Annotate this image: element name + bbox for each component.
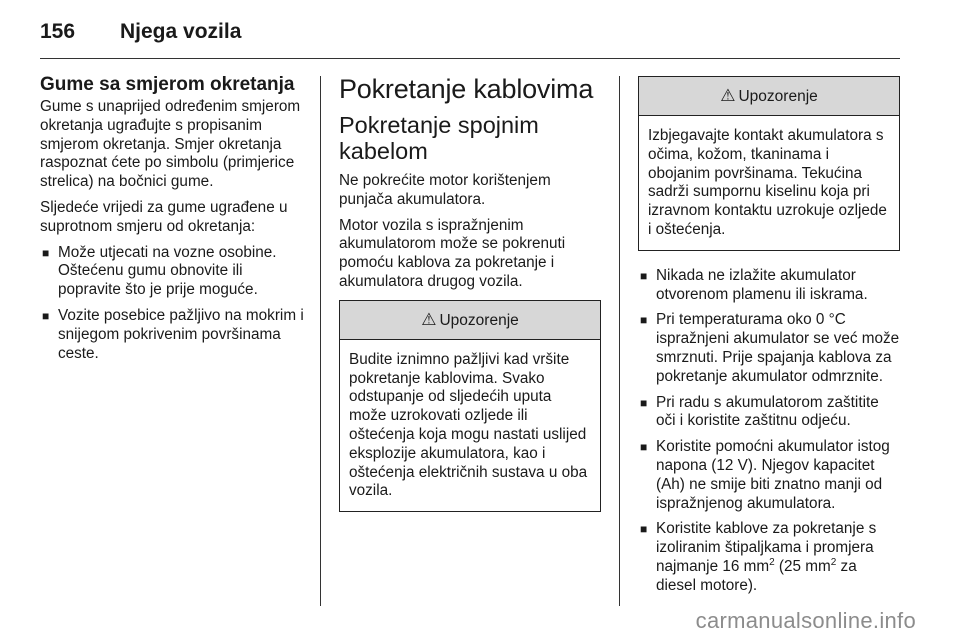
column-divider-1 — [320, 76, 321, 606]
page-header — [40, 16, 900, 48]
page-number: 156 — [40, 20, 76, 43]
warning-header — [639, 77, 899, 116]
bullet-icon: ■ — [640, 395, 648, 410]
watermark: carmanualsonline.info — [695, 608, 916, 633]
list-item: ■ Koristite pomoćni akumulator istog napona (12 V). Njegov kapacitet (Ah) ne smije biti znatno manji od ispražnjenog akumulatora. — [640, 438, 890, 512]
list-item: ■ Vozite posebice pažljivo na mokrim i snijegom pokrivenim površinama ceste. — [42, 306, 304, 362]
subsection-title: Pokretanje spojnim kabelom — [339, 112, 539, 164]
warning-text: Izbjegavajte kontakt akumulatora s očima, kožom, tkaninama i obojanim površinama. Tekućina sadrži sumpornu kiselinu koja pri izravnom kontaktu uzrokuje ozljede i oštećenja. — [648, 127, 887, 238]
bullet-icon: ■ — [640, 440, 648, 455]
warning-text: Budite iznimno pažljivi kad vršite pokretanje kablovima. Svako odstupanje od sljedećih uputa može uzrokovati ozljede ili oštećenja koja mogu nastati uslijed eksplozije akumulatora, kao i oštećenja električnih sustava u oba vozila. — [349, 350, 588, 500]
bullet-icon: ■ — [640, 522, 648, 537]
warning-title: Upozorenje — [439, 311, 519, 329]
bullet-icon: ■ — [42, 245, 50, 260]
bullet-icon: ■ — [640, 313, 648, 328]
list-item: ■ Pri radu s akumulatorom zaštitite oči i koristite zaštitnu odjeću. — [640, 393, 879, 430]
bullet-list — [638, 267, 900, 596]
warning-title: Upozorenje — [738, 88, 818, 105]
list-item: ■ Pri temperaturama oko 0 °C ispražnjeni akumulator se već može smrznuti. Prije spajanja kablova za pokretanje akumulator odmrznite. — [640, 311, 900, 385]
warning-triangle-icon: ⚠ — [421, 309, 437, 329]
paragraph: Gume s unaprijed određenim smjerom okretanja ugrađujte s propisanim smjerom okretanja. Smjer okretanja raspoznat ćete po simbolu (primjerice strelica) na bočnici gume. — [40, 98, 301, 191]
column-middle — [339, 74, 601, 528]
chapter-title: Njega vozila — [120, 20, 242, 43]
paragraph: Sljedeće vrijedi za gume ugrađene u suprotnom smjeru od okretanja: — [40, 198, 288, 235]
bullet-list — [40, 244, 308, 364]
section-title-jump-start: Pokretanje kablovima — [339, 74, 594, 104]
bullet-icon: ■ — [640, 268, 648, 283]
section-heading-tyres: Gume sa smjerom okretanja — [40, 74, 295, 95]
header-divider — [40, 58, 900, 59]
warning-triangle-icon: ⚠ — [720, 86, 736, 105]
warning-header — [340, 301, 600, 340]
column-right — [638, 74, 900, 603]
column-left — [40, 74, 308, 370]
paragraph: Motor vozila s ispražnjenim akumulatorom može se pokrenuti pomoću kablova za pokretanje i akumulatora drugog vozila. — [339, 216, 566, 290]
column-divider-2 — [619, 76, 620, 606]
bullet-icon: ■ — [42, 308, 50, 323]
warning-box — [339, 300, 601, 512]
list-item: ■ Koristite kablove za pokretanje s izoliranim štipaljkama i promjera najmanje 16 $mm^2$ (25 $mm^2$ za diesel motore). — [640, 520, 877, 594]
list-item: ■ Može utjecati na vozne osobine. Oštećenu gumu obnovite ili popravite što je prije moguće. — [42, 243, 277, 299]
list-item: ■ Nikada ne izlažite akumulator otvorenom plamenu ili iskrama. — [640, 266, 868, 303]
paragraph: Ne pokrećite motor korištenjem punjača akumulatora. — [339, 172, 551, 208]
warning-box — [638, 76, 900, 251]
